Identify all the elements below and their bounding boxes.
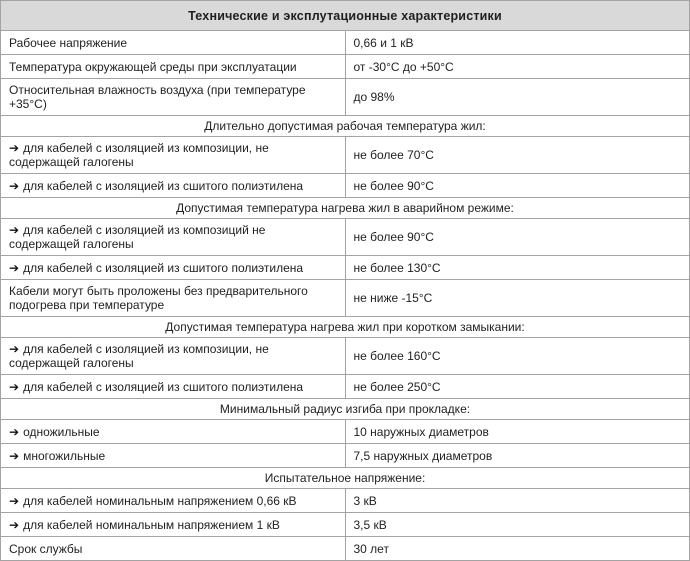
row-label-cell [1,537,346,561]
table-row [1,79,690,116]
table-row [1,375,690,399]
arrow-right-icon: ➔ [9,379,20,394]
table-row [1,280,690,317]
row-label-cell [1,338,346,375]
row-label-cell [1,256,346,280]
table-row [1,219,690,256]
row-label: Относительная влажность воздуха (при температуре +35°С) [9,83,306,111]
table-row [1,537,690,561]
row-label-cell [1,375,346,399]
row-value: не более 250°С [345,375,690,399]
section-header: Испытательное напряжение: [1,468,690,489]
table-row [1,420,690,444]
row-value: 30 лет [345,537,690,561]
row-value: 10 наружных диаметров [345,420,690,444]
arrow-right-icon: ➔ [9,178,20,193]
row-value: не более 90°С [345,219,690,256]
row-value: не более 90°С [345,174,690,198]
section-header: Длительно допустимая рабочая температура жил: [1,116,690,137]
row-label-cell [1,31,346,55]
row-value: не более 130°С [345,256,690,280]
row-label: одножильные [23,424,100,439]
row-label-cell [1,55,346,79]
row-label: для кабелей с изоляцией из сшитого полиэтилена [23,260,304,275]
row-label: для кабелей номинальным напряжением 0,66 кВ [23,493,297,508]
row-label-cell [1,489,346,513]
section-row [1,317,690,338]
row-label: Температура окружающей среды при эксплуатации [9,59,297,74]
row-label: для кабелей с изоляцией из композиции, не содержащей галогены [9,342,269,370]
table-row [1,137,690,174]
row-label: для кабелей с изоляцией из композиции, не содержащей галогены [9,141,269,169]
row-label: Кабели могут быть проложены без предварительного подогрева при температуре [9,284,308,312]
section-row [1,198,690,219]
row-value: не более 160°С [345,338,690,375]
row-value: 3 кВ [345,489,690,513]
section-header: Допустимая температура нагрева жил при коротком замыкании: [1,317,690,338]
table-row [1,55,690,79]
row-value: 0,66 и 1 кВ [345,31,690,55]
row-label-cell [1,444,346,468]
row-label-cell [1,280,346,317]
table-title: Технические и эксплутационные характеристики [1,1,690,31]
arrow-right-icon: ➔ [9,448,20,463]
row-label-cell [1,513,346,537]
row-label-cell [1,79,346,116]
row-value: 3,5 кВ [345,513,690,537]
row-label: для кабелей номинальным напряжением 1 кВ [23,517,280,532]
arrow-right-icon: ➔ [9,517,20,532]
table-row [1,31,690,55]
arrow-right-icon: ➔ [9,260,20,275]
row-label: для кабелей с изоляцией из композиций не содержащей галогены [9,223,266,251]
table-row [1,489,690,513]
row-value: не более 70°С [345,137,690,174]
section-row [1,468,690,489]
row-label: Рабочее напряжение [9,35,128,50]
arrow-right-icon: ➔ [9,424,20,439]
table-row [1,513,690,537]
row-label: Срок службы [9,541,83,556]
table-row [1,256,690,280]
arrow-right-icon: ➔ [9,223,20,237]
arrow-right-icon: ➔ [9,342,20,356]
section-row [1,116,690,137]
row-label-cell [1,219,346,256]
table-row [1,338,690,375]
row-value: 7,5 наружных диаметров [345,444,690,468]
title-row [1,1,690,31]
table-body [1,31,690,561]
table-row [1,174,690,198]
row-label: для кабелей с изоляцией из сшитого полиэтилена [23,379,304,394]
row-label-cell [1,137,346,174]
row-value: от -30°С до +50°С [345,55,690,79]
table-row [1,444,690,468]
row-value: не ниже -15°С [345,280,690,317]
row-label: многожильные [23,448,106,463]
row-value: до 98% [345,79,690,116]
arrow-right-icon: ➔ [9,493,20,508]
row-label-cell [1,420,346,444]
section-header: Допустимая температура нагрева жил в аварийном режиме: [1,198,690,219]
arrow-right-icon: ➔ [9,141,20,155]
row-label: для кабелей с изоляцией из сшитого полиэтилена [23,178,304,193]
section-row [1,399,690,420]
row-label-cell [1,174,346,198]
section-header: Минимальный радиус изгиба при прокладке: [1,399,690,420]
